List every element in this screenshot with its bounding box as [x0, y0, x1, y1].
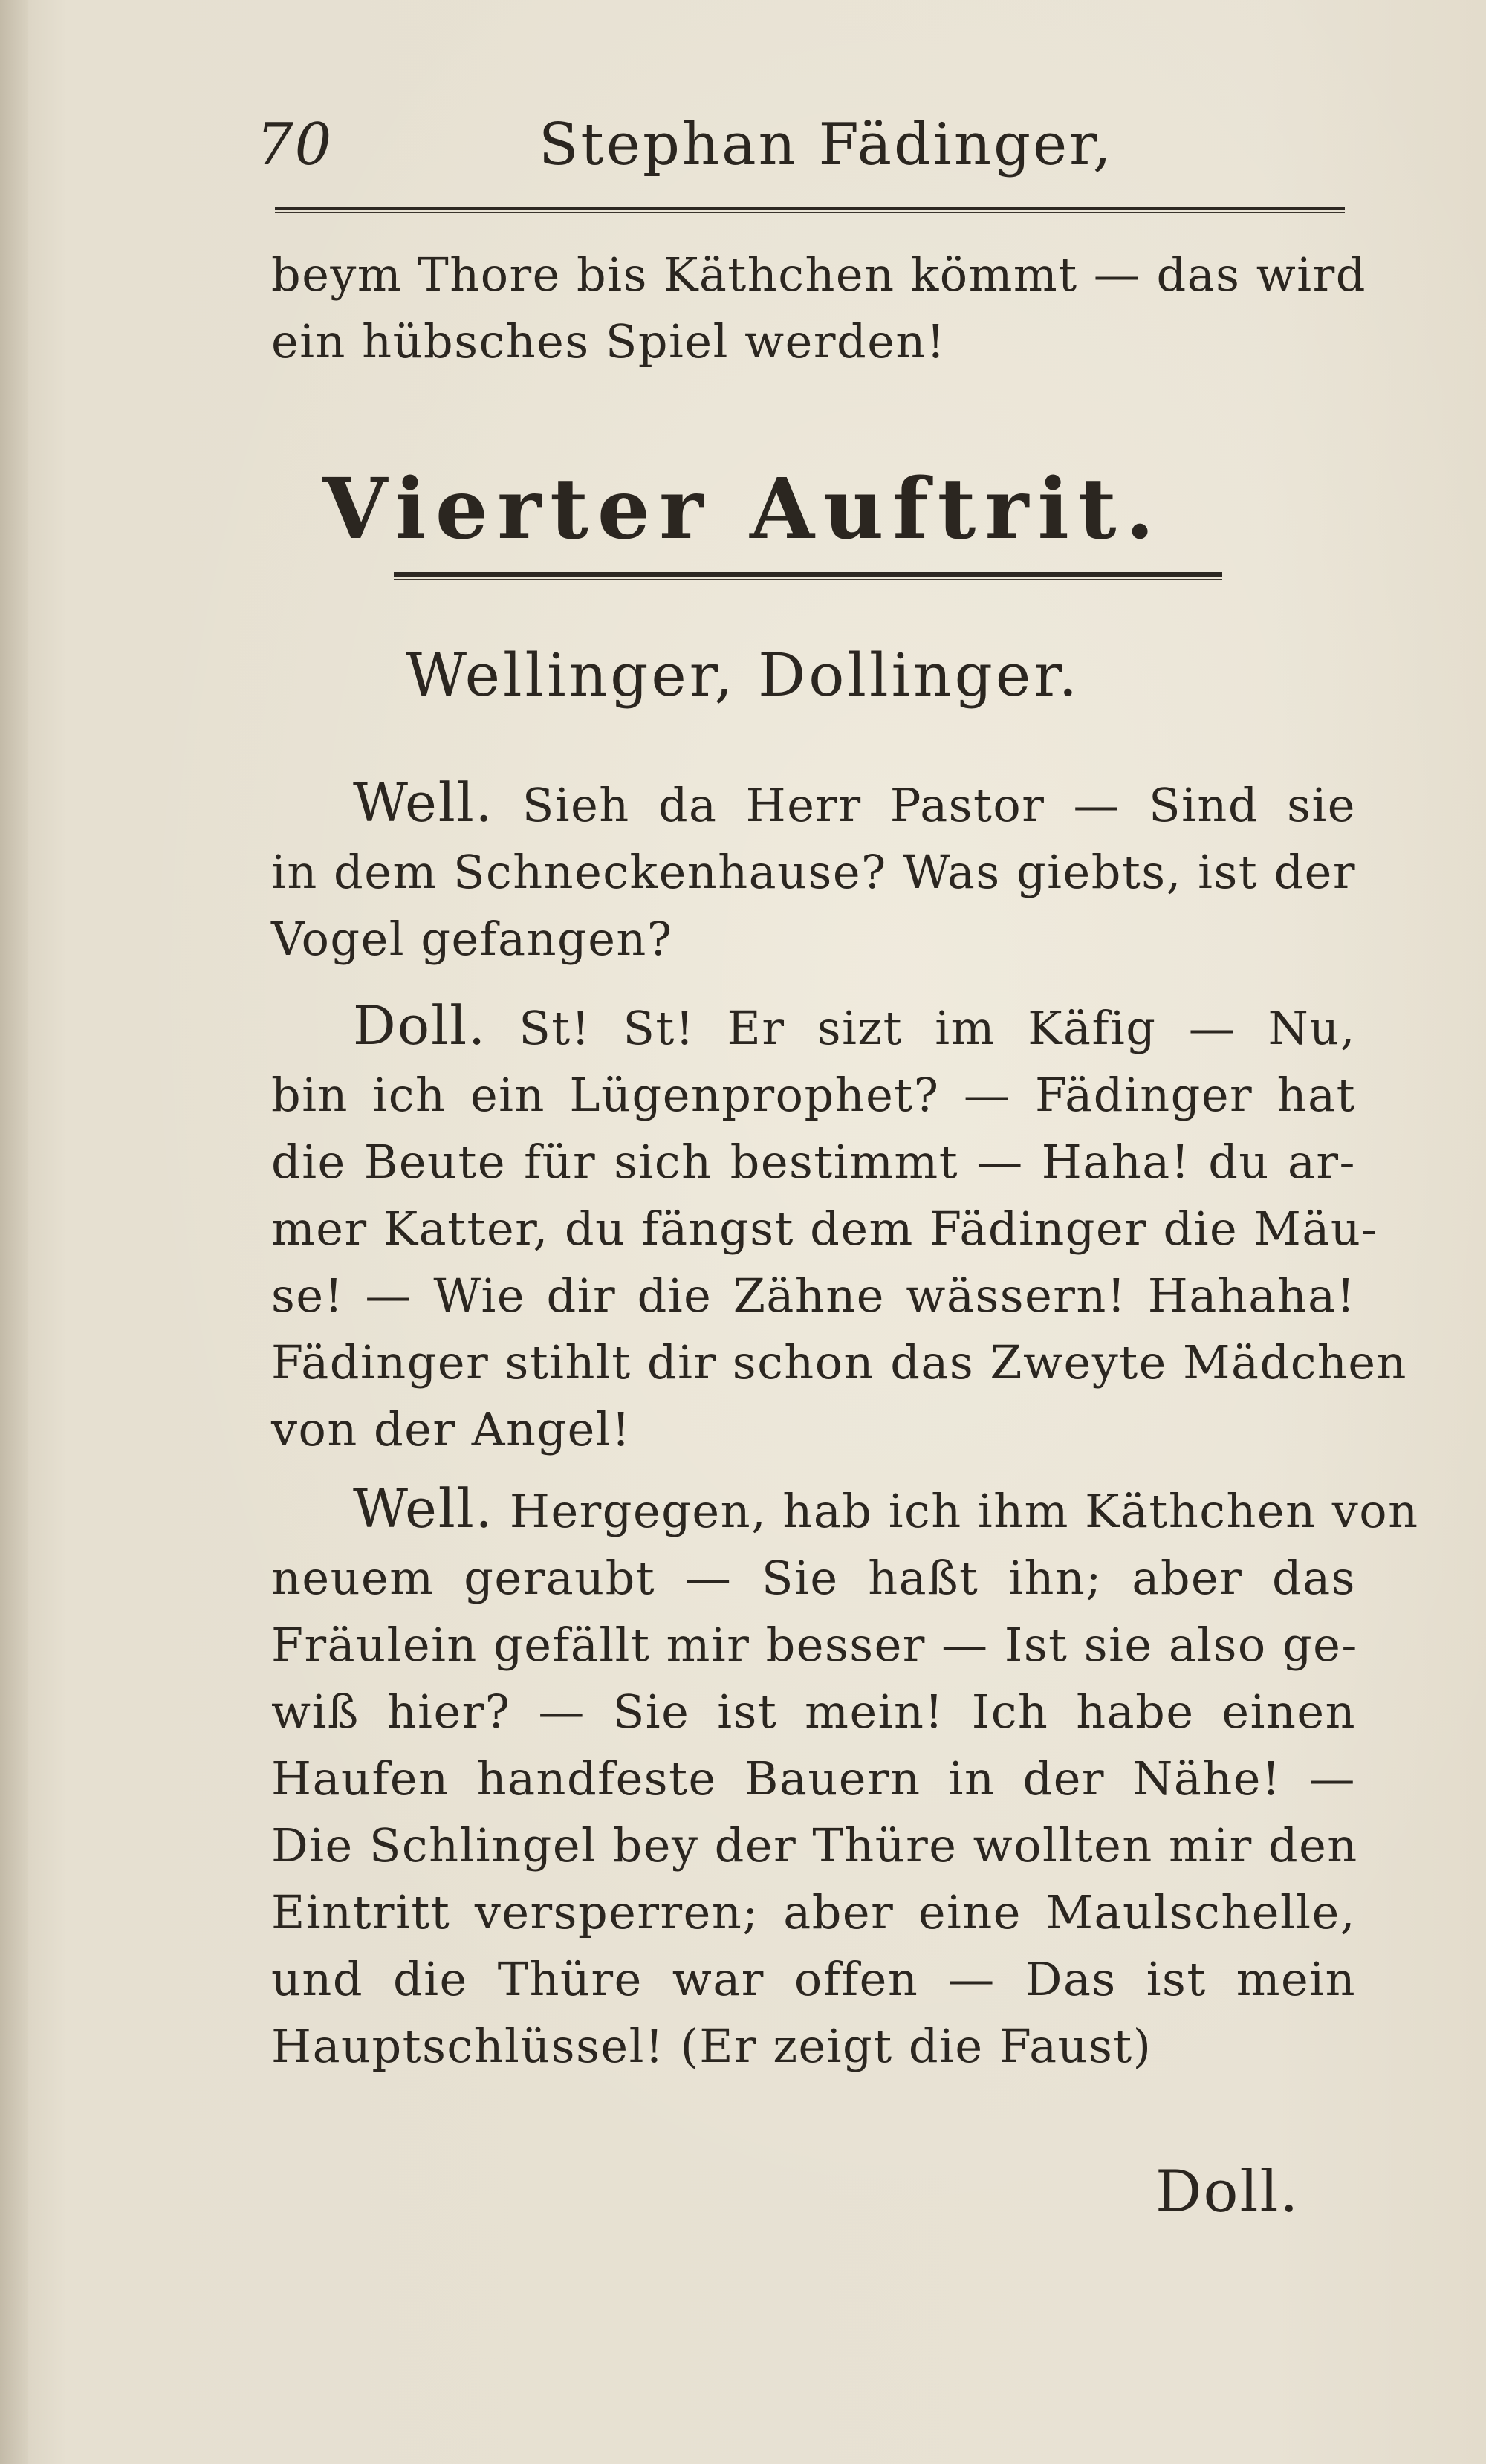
- speech-line: Vogel gefangen?: [271, 912, 673, 966]
- running-header: [256, 111, 1315, 193]
- speech-line: und die Thüre war offen — Das ist mein: [271, 1952, 1356, 2006]
- scene-characters: Wellinger, Dollinger.: [405, 641, 1081, 710]
- speaker-label: Well.: [353, 771, 494, 834]
- speech-line: Fädinger stihlt dir schon das Zweyte Mädchen: [271, 1335, 1407, 1390]
- continuation-text: [271, 241, 1366, 375]
- speech-line: Fräulein gefällt mir besser — Ist sie also ge-: [271, 1618, 1358, 1672]
- speech-line: bin ich ein Lügenprophet? — Fädinger hat: [271, 1068, 1356, 1122]
- speech-line: mer Katter, du fängst dem Fädinger die Mäu-: [271, 1202, 1378, 1256]
- speech-line: Eintritt versperren; aber eine Maulschelle,: [271, 1885, 1356, 1939]
- speech-line: [271, 992, 1356, 1062]
- speech-line: wiß hier? — Sie ist mein! Ich habe einen: [271, 1685, 1356, 1739]
- speech-line: in dem Schneckenhause? Was giebts, ist der: [271, 845, 1356, 899]
- header-rule: [275, 207, 1345, 213]
- speech-line: [271, 1475, 1419, 1545]
- speech-wellinger-2: [271, 1475, 1419, 2080]
- page-gutter-edge: [0, 0, 28, 2464]
- speech-wellinger-1: [271, 769, 1356, 973]
- speech-text: St! St! Er sizt im Käfig — Nu,: [519, 1001, 1356, 1055]
- speech-line: Haufen handfeste Bauern in der Nähe! —: [271, 1751, 1356, 1806]
- speech-line: die Beute für sich bestimmt — Haha! du ar-: [271, 1135, 1356, 1189]
- scene-heading: Vierter Auftrit.: [322, 461, 1164, 558]
- scene-rule: [394, 572, 1222, 580]
- speech-text: Sieh da Herr Pastor — Sind sie: [522, 778, 1356, 832]
- speech-line: Die Schlingel bey der Thüre wollten mir den: [271, 1818, 1358, 1873]
- speech-line: Hauptschlüssel! (Er zeigt die Faust): [271, 2019, 1152, 2073]
- page-number: 70: [256, 111, 334, 178]
- speech-line: se! — Wie dir die Zähne wässern! Hahaha!: [271, 1268, 1356, 1323]
- speaker-label: Well.: [353, 1477, 494, 1540]
- continuation-line: ein hübsches Spiel werden!: [271, 314, 947, 369]
- speaker-label: Doll.: [353, 994, 487, 1057]
- speech-line: [271, 769, 1356, 839]
- continuation-line: beym Thore bis Käthchen kömmt — das wird: [271, 247, 1366, 302]
- speech-line: neuem geraubt — Sie haßt ihn; aber das: [271, 1551, 1356, 1605]
- catchword: Doll.: [1155, 2159, 1300, 2225]
- speech-dollinger: [271, 992, 1407, 1463]
- speech-text: Hergegen, hab ich ihm Käthchen von: [509, 1484, 1419, 1538]
- running-title: Stephan Fädinger,: [539, 111, 1114, 178]
- speech-line: von der Angel!: [271, 1402, 632, 1456]
